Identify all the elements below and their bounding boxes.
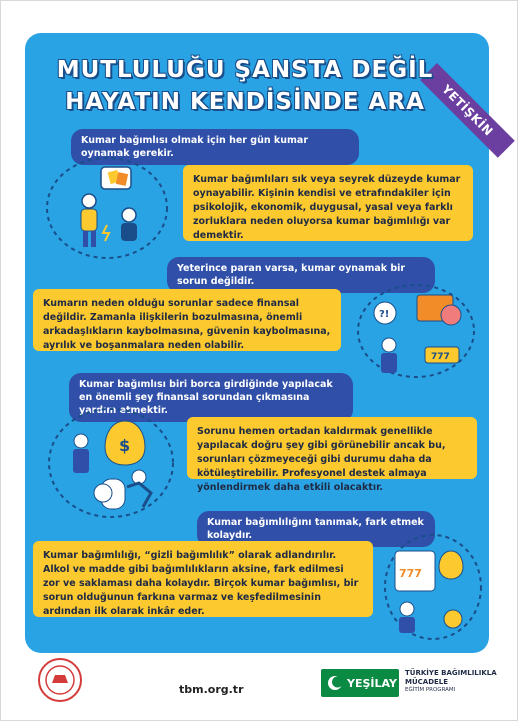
fact-2: Kumarın neden olduğu sorunlar sadece finansal değildir. Zamanla ilişkilerin bozulmasına, önemli arkadaşlıkların kaybolmasına, güvenin kaybolmasına, ayrılık ve boşanmalara neden olabilir. <box>33 289 341 351</box>
program-line-1: TÜRKİYE BAĞIMLILIKLA <box>405 669 497 677</box>
myth-3: Kumar bağımlısı biri borca girdiğinde yapılacak en önemli şey finansal sorundan çıkmasına yardım etmektir. <box>69 373 353 422</box>
ministry-seal-icon <box>37 657 83 703</box>
speech-bubble-text: ?! <box>379 309 390 320</box>
myth-2: Yeterince paran varsa, kumar oynamak bir sorun değildir. <box>167 257 435 293</box>
crescent-icon <box>327 675 343 691</box>
fact-3: Sorunu hemen ortadan kaldırmak genellikle yapılacak doğru şey gibi görünebilir ancak bu, sorunları çözmeyeceği gibi durumu daha da kötüleştirebilir. Profesyonel destek almaya yönlendirmek daha etkili olacaktır. <box>187 417 477 479</box>
title-line-1: MUTLULUĞU ŞANSTA DEĞİL <box>56 57 434 83</box>
yesilay-logo <box>321 669 399 697</box>
slot-number: 777 <box>431 352 450 362</box>
debt-illustration <box>41 403 179 523</box>
money-bag-sign: $ <box>119 436 131 455</box>
fact-4: Kumar bağımlılığı, “gizli bağımlılık” olarak adlandırılır. Alkol ve madde gibi bağımlılıkların aksine, fark edilmesi zor ve saklaması daha kolaydır. Birçok kumar bağımlısı, bir sorun olduğunun farkına varmaz ve keşfedilmesinin ardından ilk olarak inkâr eder. <box>33 541 373 617</box>
broken-relationship-illustration <box>351 281 481 381</box>
myth-4: Kumar bağımlılığını tanımak, fark etmek kolaydır. <box>197 511 435 547</box>
hidden-addiction-illustration <box>381 531 485 643</box>
program-line-2: MÜCADELE <box>405 677 449 686</box>
title-line-2: HAYATIN KENDİSİNDE ARA <box>65 89 425 115</box>
slot-machine-number: 777 <box>399 567 422 580</box>
audience-label: YETİŞKİN <box>439 82 496 139</box>
program-line-3: EĞİTİM PROGRAMI <box>405 687 456 693</box>
myth-1: Kumar bağımlısı olmak için her gün kumar oynamak gerekir. <box>71 129 359 165</box>
program-name <box>405 669 509 695</box>
fact-1: Kumar bağımlıları sık veya seyrek düzeyde kumar oynayabilir. Kişinin kendisi ve etrafındakiler için psikolojik, ekonomik, duygusal, yasal veya farklı zorluklara neden oluyorsa kumar bağımlılığı var demektir. <box>183 165 473 241</box>
website-url: tbm.org.tr <box>179 683 244 696</box>
yesilay-brand: YEŞİLAY <box>347 676 397 690</box>
couple-conflict-illustration <box>41 153 173 263</box>
